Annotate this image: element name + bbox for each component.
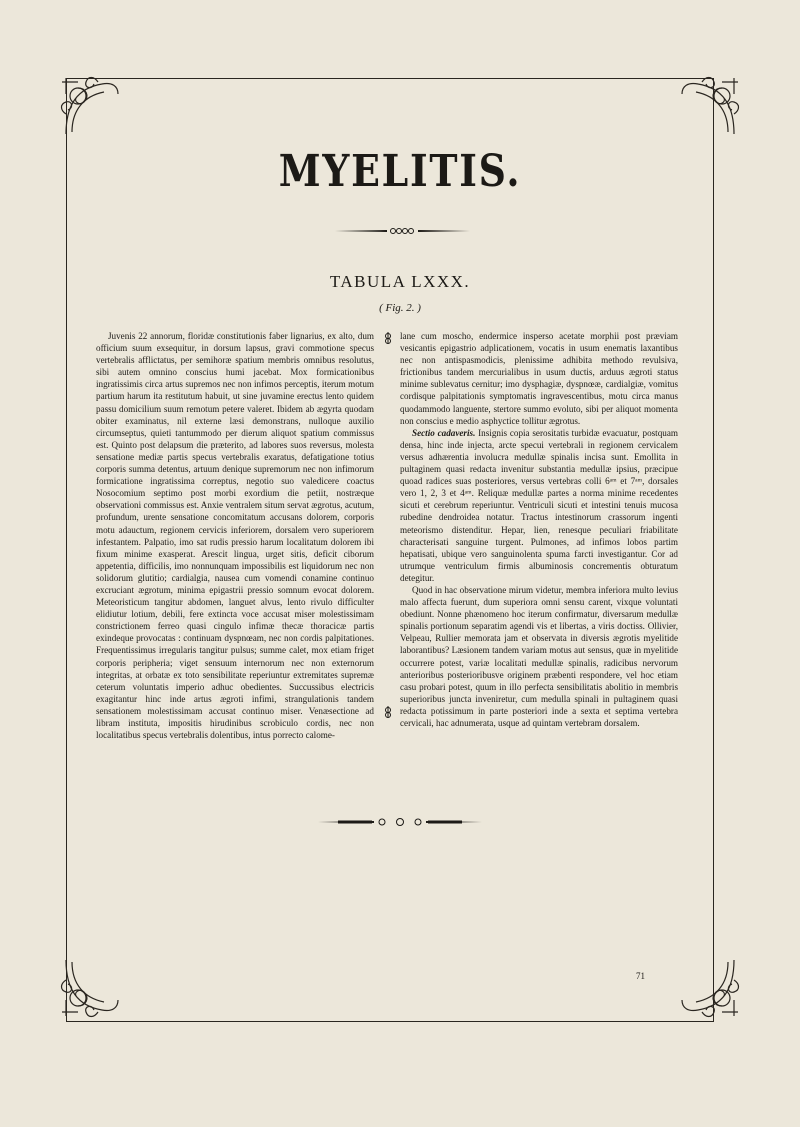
corner-ornament-top-left bbox=[58, 74, 122, 138]
text-column-left bbox=[96, 330, 374, 741]
page-title: MYELITIS. bbox=[278, 146, 522, 197]
text-column-right bbox=[400, 330, 678, 729]
paragraph-discussion: Quod in hac observatione mirum videtur, membra inferiora multo levius malo affecta fuerunt, dum superiora omni sensu carent, vixque voluntati obediunt. Nonne phænomeno hoc iterum confirmatur, diversarum medullæ spinalis portionum separatim agendi vis et libertas, a viris doctiss. Ollivier, Velpeau, Rullier memorata jam et observata in diversis ægrotis myelitide laborantibus? Læsionem tandem variam motus aut sensus, quæ in myelitide occurrere potest, variæ localitati medullæ spinalis, radicibus nervorum anterioribus posterioribusve originem præbenti respondere, vel hoc etiam casu probari potest, quum in illo perfecta sensibilitatis abolitio in membris superioribus juncta inveniretur, cum medulla spinali in pultaginem quasi redacta potissimum in parte posteriori inde a sexta et septima vertebra cervicali, hac adnumerata, usque ad quintam vertebram dorsalem. bbox=[400, 584, 678, 728]
paragraph-autopsy bbox=[400, 427, 678, 584]
paragraph-treatment: lane cum moscho, endermice insperso acetate morphii post præviam vesicantis epigastrio adplicationem, vocatis in usum enematis laxantibus nec non antispasmodicis, plenissime adhibita methodo revulsiva, frictionibus tandem mercurialibus in usum ductis, arduus ægroti status minime sublevatus cernitur; imo dysphagiæ, dyspnœæ, cardialgiæ, vomitus cordisque palpitationis symptomatis ingravescentibus, motu circa manus quodammodo languente, stertore summo evoluto, sibi per aliquot momenta non conscius e medio asphyctice tollitur ægrotus. bbox=[400, 331, 678, 426]
corner-ornament-top-right bbox=[678, 74, 742, 138]
paragraph-case-history: Juvenis 22 annorum, floridæ constitutionis faber lignarius, ex alto, dum officium suum exsequitur, in dorsum lapsus, gravi commotione specus vertebralis afflictatus, per semihoræ spatium membris omnibus resolutus, sibi autem omnino conscius humi jacebat. Mox formicationibus ingratissimis circa artus supremos nec non infimos perceptis, iterum motum partium harum ita restitutum habuit, ut sine juvamine erectus lento quidem passu domicilium suum remotum petere valeret. Ibidem ab ægyrta quodam obiter examinatus, nil externe læsi demonstrans, nulloque auxilio circumseptus, quieti tantummodo per dierum aliquot spatium commissus est. Quinto post delapsum die præterito, ad labores suos reversus, molesta sensatione mediæ partis specus vertebralis exaratus, defatigatione totius corporis summa detentus, artuum denique supremorum nec non infimorum formicatione ingratissima correptus, negotio suo valedicere coactus Nosocomium septimo post morbi exordium die petiit, nostræque observationi commissus est. Anxie ventralem situm servat ægrotus, acutum, profundum, urente sensatione concomitatum accusans dolorem, corporis motu adauctum, regionem cervicis inferiorem, dorsalem vero superiorem infestantem. Palpatio, imo sat rudis pressio harum localitatum dolorem ibi fixum minime exasperat. Arescit lingua, urget sitis, deficit ciborum appetentia, difficilis, imo nonnunquam impossibilis est liquidorum nec non solidorum glutitio; cardialgia, nausea cum vomendi conamine continuo excruciant ægrotum, minima epigastrii pressio somnum evocat dolorem. Meteoristicum tangitur abdomen, languet alvus, lento rivulo difficulter elidiutur lotium, debili, fere extincta voce accusat miser molestissimam constrictionem ferreo quasi cingulo infimæ thecæ thoracicæ partis exindeque provocatas : continuam dyspnœam, nec non cordis palpitationes. Frequentissimus irregularis tangitur pulsus; summe calet, mox etiam friget corporis peripheria; viget sensuum internorum nec non externorum integritas, at orbatæ ex toto sensibilitate reperiuntur extremitates supremæ ceterum voluntatis imperio adhuc obedientes. Succussibus electricis exagitantur hinc inde artus ægroti infimi, strangulationis tandem sensationem molestissimam accusat continuo miser. Venæsectione ad libram instituta, impositis hirudinibus scrobiculo cordis, nec non localitatibus specus vertebralis dolentibus, intus porrecto calome- bbox=[96, 331, 374, 741]
autopsy-heading: Sectio cadaveris. bbox=[412, 427, 476, 438]
plate-heading: TABULA LXXX. bbox=[329, 272, 471, 291]
end-divider-ornament bbox=[318, 812, 482, 822]
title-divider-ornament bbox=[335, 221, 470, 231]
corner-ornament-bottom-right bbox=[678, 956, 742, 1020]
column-separator-ornament bbox=[383, 330, 393, 720]
corner-ornament-bottom-left bbox=[58, 956, 122, 1020]
autopsy-text: Insignis copia serositatis turbidæ evacuatur, postquam densa, hinc inde injecta, arcte specui vertebrali in regionem cervicalem versus adhærentia involucra medullæ spinalis incisa sunt. Emollita in pultaginem quasi redacta invenitur substantia medullæ ipsius, præcipue quoad radices suas posteriores, versus vertebras colli 6ᵃᵐ et 7ᵃᵐ, dorsales vero 1, 2, 3 et 4ᵃᵐ. Reliquæ medullæ partes a norma minime recedentes sicuti et cerebrum reperiuntur. Ventriculi sicuti et intestini tenuis mucosa rubedine dendroidea notatur. Tractus intestinorum crassorum ingenti meteorismo distenditur. Hepar, lien, renesque peculiari friabilitate characterisati sanguine turgent. Pulmones, ad infimos lobos partim hepatisati, ubique vero sanguinolenta spuma farcti investigantur. Cor ad utrumque ventriculum firmis albuminosis concrementis obturatum detegitur. bbox=[400, 427, 678, 583]
figure-label: ( Fig. 2. ) bbox=[379, 302, 421, 314]
page-number: 71 bbox=[636, 971, 645, 981]
